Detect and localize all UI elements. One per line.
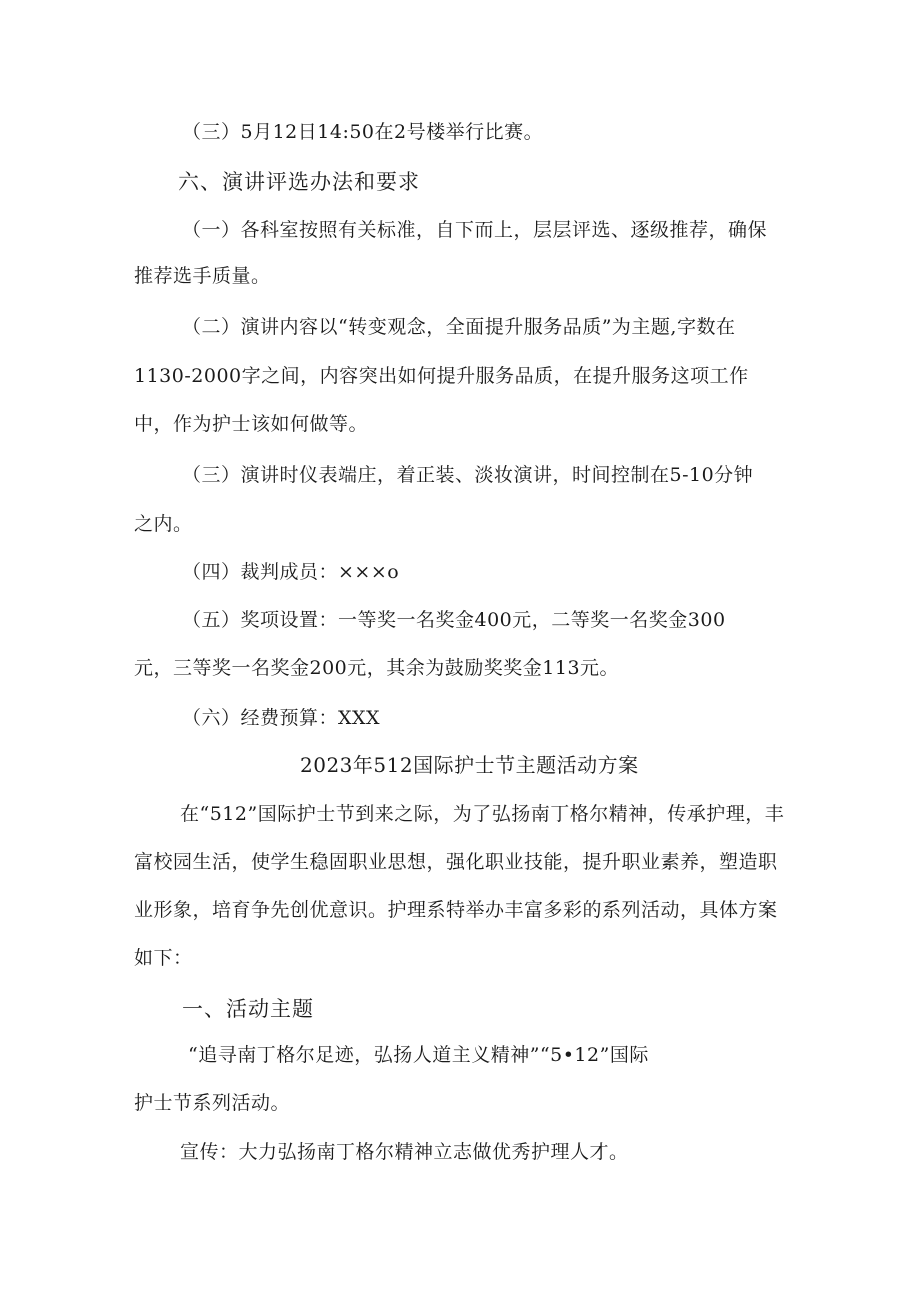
paragraph-line: 1130-2000字之间，内容突出如何提升服务品质，在提升服务这项工作	[134, 365, 749, 387]
section-heading: 一、活动主题	[182, 997, 314, 1021]
paragraph-line: 推荐选手质量。	[134, 265, 271, 287]
document-title: 2023年512国际护士节主题活动方案	[300, 753, 639, 777]
paragraph-line: 如下：	[134, 947, 193, 969]
paragraph-line: （六）经费预算：XXX	[182, 707, 381, 729]
paragraph-line: 在“512”国际护士节到来之际，为了弘扬南丁格尔精神，传承护理，丰	[180, 803, 785, 825]
paragraph-line: （一）各科室按照有关标准，自下而上，层层评选、逐级推荐，确保	[182, 219, 768, 241]
paragraph-line: （四）裁判成员：×××o	[182, 561, 400, 583]
paragraph-line: 护士节系列活动。	[134, 1092, 291, 1114]
paragraph-line: （三）5月12日14:50在2号楼举行比赛。	[182, 121, 544, 143]
paragraph-line: 中，作为护士该如何做等。	[134, 413, 369, 435]
paragraph-line: 宣传：大力弘扬南丁格尔精神立志做优秀护理人才。	[180, 1141, 629, 1163]
paragraph-line: “追寻南丁格尔足迹，弘扬人道主义精神”“5•12”国际	[188, 1044, 649, 1066]
paragraph-line: 元，三等奖一名奖金200元，其余为鼓励奖奖金113元。	[134, 657, 620, 679]
section-heading: 六、演讲评选办法和要求	[178, 170, 420, 194]
paragraph-line: 业形象，培育争先创优意识。护理系特举办丰富多彩的系列活动，具体方案	[134, 899, 778, 921]
paragraph-line: （五）奖项设置：一等奖一名奖金400元，二等奖一名奖金300	[182, 609, 726, 631]
paragraph-line: （三）演讲时仪表端庄，着正装、淡妆演讲，时间控制在5-10分钟	[182, 464, 754, 486]
paragraph-line: 富校园生活，使学生稳固职业思想，强化职业技能，提升职业素养，塑造职	[134, 851, 778, 873]
paragraph-line: 之内。	[134, 513, 193, 535]
paragraph-line: （二）演讲内容以“转变观念，全面提升服务品质”为主题,字数在	[182, 316, 736, 338]
